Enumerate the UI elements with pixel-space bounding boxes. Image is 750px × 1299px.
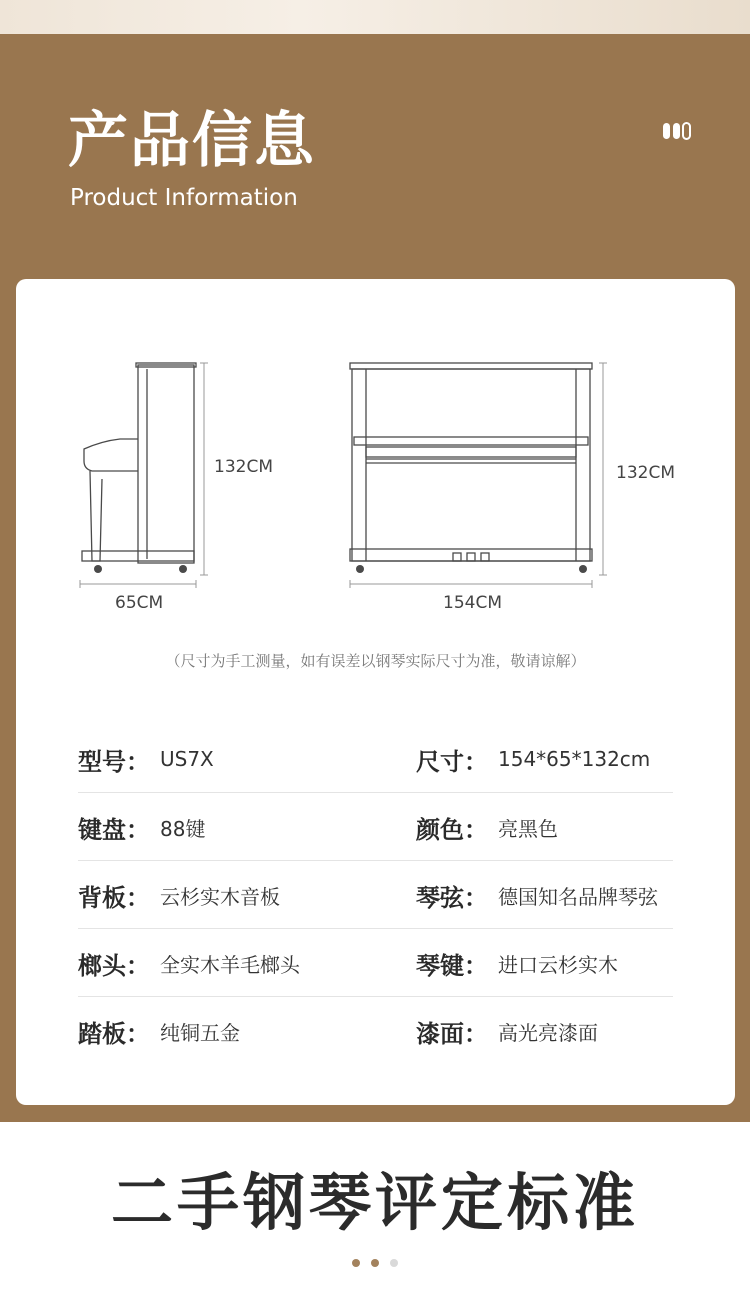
spec-row: 键盘 ： 88键 颜色 ： 亮黑色 [78,793,673,861]
measurement-note: （尺寸为手工测量，如有误差以钢琴实际尺寸为准，敬请谅解） [165,652,586,670]
carousel-dots-icon [351,1258,401,1268]
spec-value: 154*65*132cm [498,747,651,771]
spec-label: 颜色 [416,815,464,844]
spec-label: 琴键 [416,951,464,980]
spec-value: 云杉实木音板 [160,884,280,909]
spec-label: 键盘 [78,815,126,844]
piano-front-view [350,363,607,588]
spec-value: 88键 [160,816,206,841]
spec-row: 背板 ： 云杉实木音板 琴弦 ： 德国知名品牌琴弦 [78,861,673,929]
front-height-label: 132CM [616,463,675,483]
spec-value: 高光亮漆面 [498,1020,598,1045]
spec-value: 德国知名品牌琴弦 [498,884,658,909]
spec-label: 榔头 [78,951,126,980]
page-subtitle: Product Information [70,185,298,211]
carousel-dot [390,1259,398,1267]
spec-label: 琴弦 [416,883,464,912]
spec-label: 尺寸 [416,747,464,776]
front-width-label: 154CM [443,593,502,613]
pager-indicator-icon [662,121,696,141]
section-heading: 二手钢琴评定标准 [110,1166,639,1239]
piano-dimension-diagram [16,279,735,619]
spec-label: 踏板 [78,1019,126,1048]
spec-row: 型号 ： US7X 尺寸 ： 154*65*132cm [78,725,673,793]
side-depth-label: 65CM [115,593,164,613]
top-image-strip [0,0,750,34]
spec-label: 型号 [78,747,126,776]
side-height-label: 132CM [214,457,273,477]
spec-value: US7X [160,747,214,771]
page-title: 产品信息 [68,106,316,176]
spec-label: 背板 [78,883,126,912]
piano-side-view [80,363,208,588]
spec-label: 漆面 [416,1019,464,1048]
spec-value: 进口云杉实木 [498,952,618,977]
spec-value: 全实木羊毛榔头 [160,952,300,977]
carousel-dot [371,1259,379,1267]
spec-row: 榔头 ： 全实木羊毛榔头 琴键 ： 进口云杉实木 [78,929,673,997]
spec-value: 纯铜五金 [160,1020,240,1045]
spec-row: 踏板 ： 纯铜五金 漆面 ： 高光亮漆面 [78,997,673,1065]
product-info-card [16,279,735,1105]
spec-value: 亮黑色 [498,816,558,841]
carousel-dot [352,1259,360,1267]
